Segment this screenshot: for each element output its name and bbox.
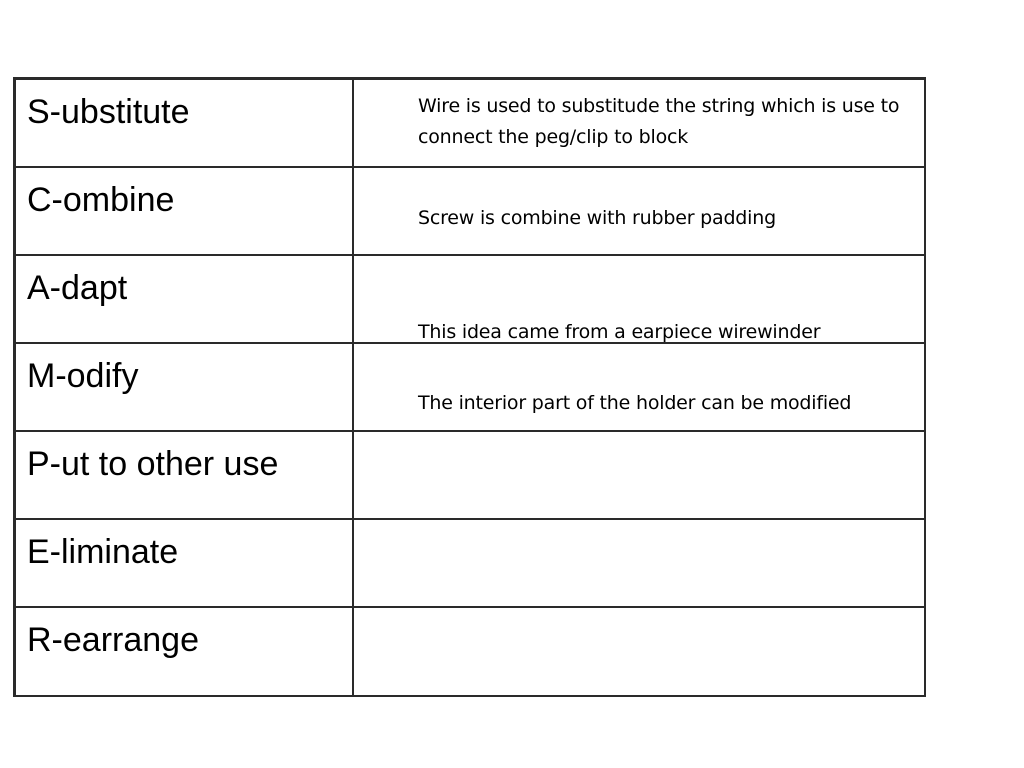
note-cell-rearrange [353, 607, 925, 696]
table-row [15, 607, 926, 696]
label-cell-substitute [15, 79, 354, 167]
row-label-eliminate: E-liminate [27, 532, 179, 571]
label-cell-eliminate [15, 519, 354, 607]
row-label-substitute: S-ubstitute [27, 93, 190, 131]
note-cell-eliminate [353, 519, 925, 607]
note-combine: Screw is combine with rubber padding [418, 207, 776, 229]
note-substitute-line-1: Wire is used to substitude the string which is use to [418, 95, 900, 117]
label-cell-rearrange [15, 607, 354, 696]
row-label-put-to-other-use: P-ut to other use [27, 444, 279, 483]
label-cell-modify [15, 343, 354, 431]
note-cell-put-to-other-use [353, 431, 925, 519]
label-cell-combine [15, 167, 354, 255]
note-substitute-line-2: connect the peg/clip to block [418, 126, 689, 148]
row-label-modify: M-odify [27, 356, 139, 395]
table-row [15, 431, 926, 519]
label-cell-adapt [15, 255, 354, 343]
note-adapt: This idea came from a earpiece wirewinder [418, 321, 821, 343]
row-label-combine: C-ombine [27, 180, 175, 219]
table-row [15, 519, 926, 607]
label-cell-put-to-other-use [15, 431, 354, 519]
note-modify: The interior part of the holder can be modified [418, 392, 852, 414]
row-label-adapt: A-dapt [27, 268, 128, 307]
row-label-rearrange: R-earrange [27, 620, 199, 659]
scamper-table [13, 77, 926, 697]
note-substitute [418, 91, 899, 153]
